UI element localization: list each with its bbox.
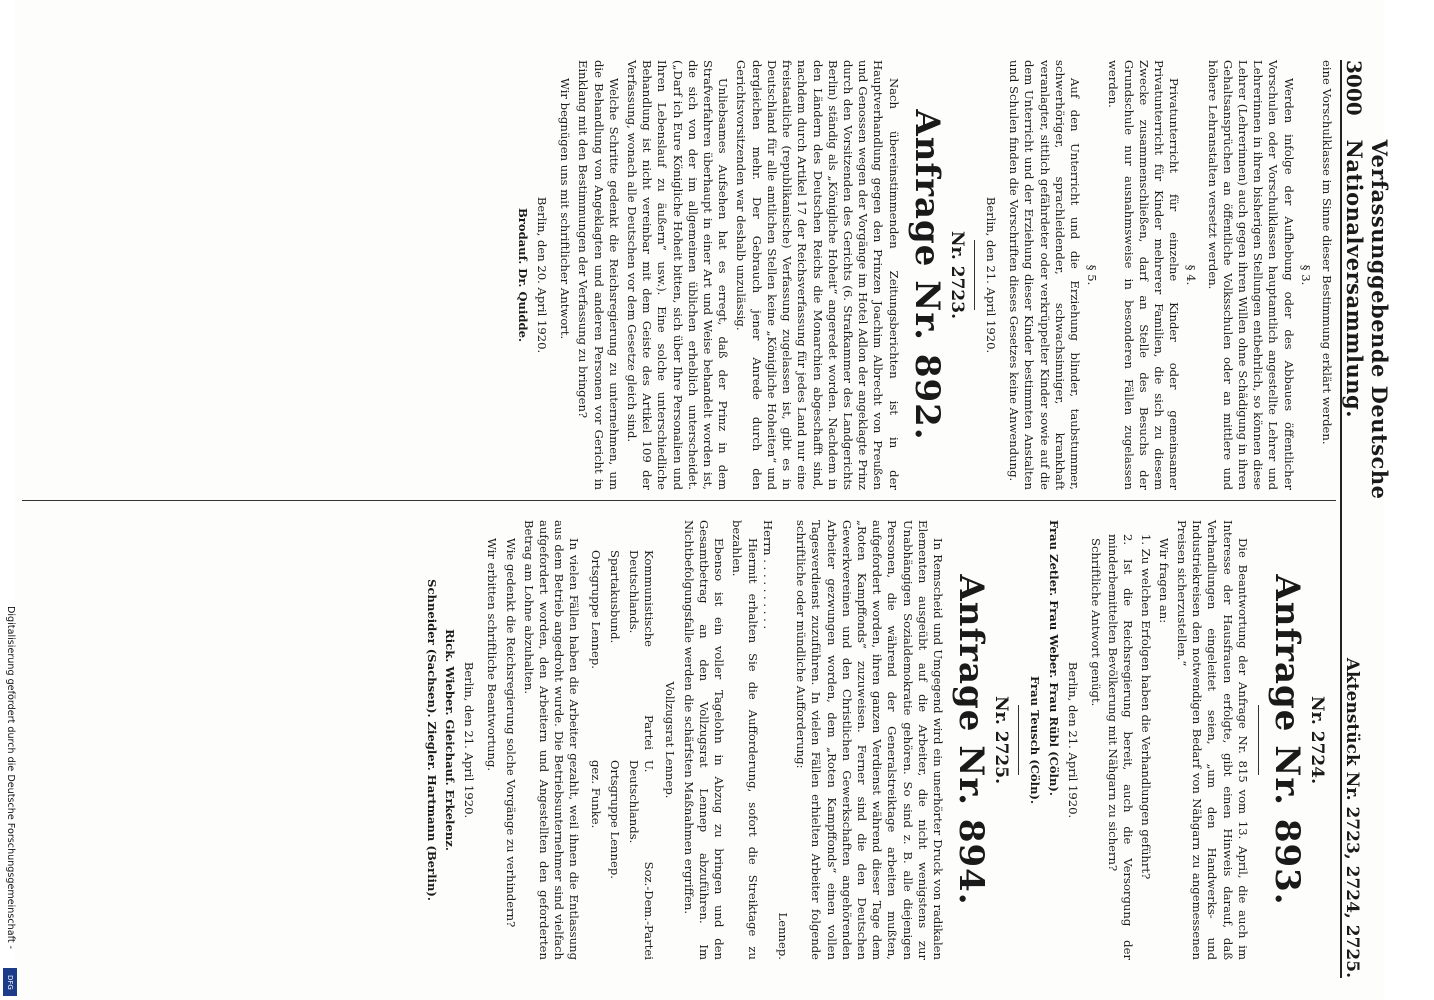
- date-line: Berlin, den 20. April 1920.: [535, 196, 550, 354]
- letter-salutation: Herrn . . . . . . . . . .: [760, 520, 775, 630]
- inquiry-paragraph: Die Beantwortung der Anfrage Nr. 815 vom 13. April, die auch im Interesse der Hausfrauen erfolgte, gibt einen Hinweis darauf, daß Verhandlungen eingeleitet seien, „um den Handwerks- und Industriekreisen den notwendigen Bedarf von Nähgarn zu angemessenen Preisen sicherzustellen.“: [1174, 520, 1250, 960]
- digitization-note-text: Digitalisierung gefördert durch die Deutsche Forschungsgemeinschaft -: [5, 606, 16, 950]
- inquiry-paragraph: In Remscheid und Umgegend wird ein unerhörter Druck von radikalen Elementen ausgeübt auf die Arbeiter, die nicht wenigstens zur Unabhängigen Sozialdemokratie gehören. So sind z. B. alle diejenigen Personen, die während der Generalstreiktage arbeiten mußten, aufgefordert worden, ihren ganzen Verdienst während dieser Tage dem „Roten Kampffonds“ zuzuweisen. Ferner sind die den Deutschen Gewerkvereinen und den Christlichen Gewerkschaften angehörenden Arbeiter gezwungen worden, dem „Roten Kampffonds“ einen vollen Tagesverdienst zuzuführen. In vielen Fällen erhielten Arbeiter folgende schriftliche oder mündliche Aufforderung:: [794, 520, 945, 960]
- left-column: [512, 60, 1334, 490]
- page-header: [1340, 60, 1392, 978]
- answer-note: Schriftliche Antwort genügt.: [1088, 538, 1103, 707]
- date-line: Berlin, den 21. April 1920.: [1065, 661, 1080, 819]
- page-number: 3000: [1342, 60, 1366, 116]
- section-3-text: Werden infolge der Aufhebung oder des Abbaues öffentlicher Vorschulen oder Vorschulklassen hauptamtlich angestellte Lehrer und Lehrerinnen in ihren bisherigen Stellungen entbehrlich, so können diese Lehrer (Lehrerinnen) auch gegen ihren Willen ohne Schädigung in ihren Gehaltsansprüchen an öffentliche Volksschulen oder an mittlere und höhere Lehranstalten versetzt werden.: [1205, 60, 1296, 490]
- dfg-logo: DFG: [3, 968, 17, 996]
- date-line: Berlin, den 21. April 1920.: [983, 196, 998, 354]
- letter-place: Lennep.: [775, 912, 790, 960]
- inquiry-paragraph-1: Nach übereinstimmenden Zeitungsberichten ist in der Hauptverhandlung gegen den Prinzen Joachim Albrecht von Preußen und Genossen wegen der Vorgänge im Hotel Adlon der angeklagte Prinz durch den Vorsitzenden des Gerichts (6. Strafkammer des Landgerichts Berlin) ständig als „Königliche Hoheit“ angeredet worden. Nachdem in den Ländern des Deutschen Reichs die Monarchien abgeschafft sind, nachdem durch Artikel 17 der Reichsverfassung für jedes Land nur eine freistaatliche (republikanische) Verfassung zugelassen ist, gibt es in Deutschland für alle amtlichen Stellen keine „Königliche Hoheiten“ und dergleichen mehr. Der Gebrauch jener Anrede durch den Gerichtsvorsitzenden war deshalb unzulässig.: [734, 60, 901, 490]
- column-divider: [22, 500, 1336, 501]
- inquiry-question-intro: Wir fragen an:: [1156, 538, 1171, 624]
- separator-rule: [1018, 705, 1019, 775]
- digitization-note: [2, 606, 20, 996]
- letter-signature: gez. Funke.: [588, 760, 603, 829]
- letter-signature: Kommunistische Partei Deutschlands.: [627, 550, 657, 750]
- inquiry-paragraph: In vielen Fällen haben die Arbeiter gezahlt, weil ihnen die Entlassung aus dem Betrieb angedroht wurde. Die Betriebsunternehmer sind vielfach aufgefordert worden, den Arbeitern und Angestellten den geforderten Betrag am Lohne abzuhalten.: [521, 520, 582, 960]
- letter-text: Hiermit erhalten Sie die Aufforderung, sofort die Streiktage zu bezahlen.: [730, 520, 760, 960]
- inquiry-paragraph-2: Unliebsames Aufsehen hat es erregt, daß der Prinz in dem Strafverfahren überhaupt in einer Art und Weise behandelt worden ist, die sich von der im allgemeinen üblichen erheblich unterscheidet. („Darf ich Eure Königliche Hoheit bitten, sich über Ihre Personalien und Ihren Lebenslauf zu äußern“ usw.). Eine solche unterschiedliche Behandlung ist nicht vereinbar mit dem Geiste des Artikel 109 der Verfassung, wonach alle Deutschen vor dem Gesetze gleich sind.: [625, 60, 731, 490]
- document-reference: Aktenstück Nr. 2723, 2724, 2725.: [1342, 657, 1362, 978]
- document-page: [14, 0, 1392, 1000]
- question-list: [1105, 534, 1153, 960]
- separator-rule: [974, 240, 975, 310]
- signatories: Frau Teusch (Cöln).: [1028, 675, 1043, 805]
- letter-signature: U. Soz.-Dem.-Partei Deutschlands.: [627, 760, 657, 960]
- section-4-text: Privatunterricht für einzelne Kinder oder gemeinsamer Privatunterricht für Kinder mehrerer Familien, die sich zu diesem Zwecke zusammenschließen, darf an Stelle des Besuchs der Grundschule nur ausnahmsweise in besonderen Fällen zugelassen werden.: [1106, 60, 1182, 490]
- inquiry-paragraph: Wir erbitten schriftliche Beantwortung.: [485, 538, 500, 772]
- question-item: 2. Ist die Reichsregierung bereit, auch die Versorgung der minderbemittelten Bevölkerung mit Nähgarn zu sichern?: [1106, 534, 1136, 960]
- date-line: Berlin, den 21. April 1920.: [462, 661, 477, 819]
- section-4-title: § 4.: [1184, 264, 1199, 286]
- question-item: 1. Zu welchen Erfolgen haben die Verhandlungen geführt?: [1138, 534, 1153, 880]
- section-3-title: § 3.: [1298, 264, 1313, 286]
- signatories: Rick. Wieber. Gleichauf. Erkelenz.: [443, 629, 458, 851]
- page-title: Verfassunggebende Deutsche Nationalversammlung.: [1342, 139, 1392, 500]
- inquiry-paragraph: Wie gedenkt die Reichsregierung solche Vorgänge zu verhindern?: [503, 538, 518, 928]
- letter-signature: Ortsgruppe Lennep.: [588, 550, 603, 669]
- signatories: Frau Zetler. Frau Weber. Frau Rübl (Cöln).: [1046, 520, 1061, 796]
- inquiry-heading: Anfrage Nr. 894.: [950, 574, 991, 906]
- signatories: Schneider (Sachsen). Ziegler. Hartmann (Berlin).: [424, 579, 439, 901]
- right-column: [421, 520, 1334, 960]
- section-5-text: Auf den Unterricht und die Erziehung blinder, taubstummer, schwerhöriger, sprachleidender, schwachsinniger, krankhaft veranlagter, sittlich gefährdeter oder verkrüppelter Kinder sowie auf die dem Unterricht und der Erziehung dieser Kinder bestimmten Anstalten und Schulen finden die Vorschriften dieses Gesetzes keine Anwendung.: [1007, 60, 1082, 490]
- document-number: Nr. 2725.: [991, 695, 1012, 784]
- inquiry-paragraph-3: Welche Schritte gedenkt die Reichsregierung zu unternehmen, um die Behandlung von Angeklagten und anderen Personen vor Gericht in Einklang mit den Bestimmungen der Verfassung zu bringen?: [576, 60, 621, 490]
- letter-signatures: [587, 550, 656, 960]
- separator-rule: [1258, 705, 1259, 775]
- letter-signature: Spartakusbund.: [607, 550, 622, 644]
- intro-text: eine Vorschulklasse im Sinne dieser Bestimmung erklärt werden.: [1320, 60, 1334, 445]
- section-5-title: § 5.: [1085, 264, 1100, 286]
- inquiry-heading: Anfrage Nr. 893.: [1266, 574, 1307, 906]
- signatories: Brodauf. Dr. Quidde.: [515, 207, 530, 343]
- document-number: Nr. 2723.: [946, 230, 967, 319]
- inquiry-paragraph-4: Wir begnügen uns mit schriftlicher Antwort.: [558, 78, 573, 340]
- letter-authority: Vollzugsrat Lennep.: [663, 681, 678, 799]
- letter-text: Ebenso ist ein voller Tagelohn in Abzug zu bringen und den Gesamtbetrag an den Vollzugsrat Lennep abzuführen. Im Nichtbefolgungsfalle werden die schärfsten Maßnahmen ergriffen.: [681, 520, 727, 960]
- document-number: Nr. 2724.: [1307, 695, 1327, 784]
- letter-signature: Ortsgruppe Lennep.: [607, 760, 622, 879]
- inquiry-heading: Anfrage Nr. 892.: [906, 109, 947, 441]
